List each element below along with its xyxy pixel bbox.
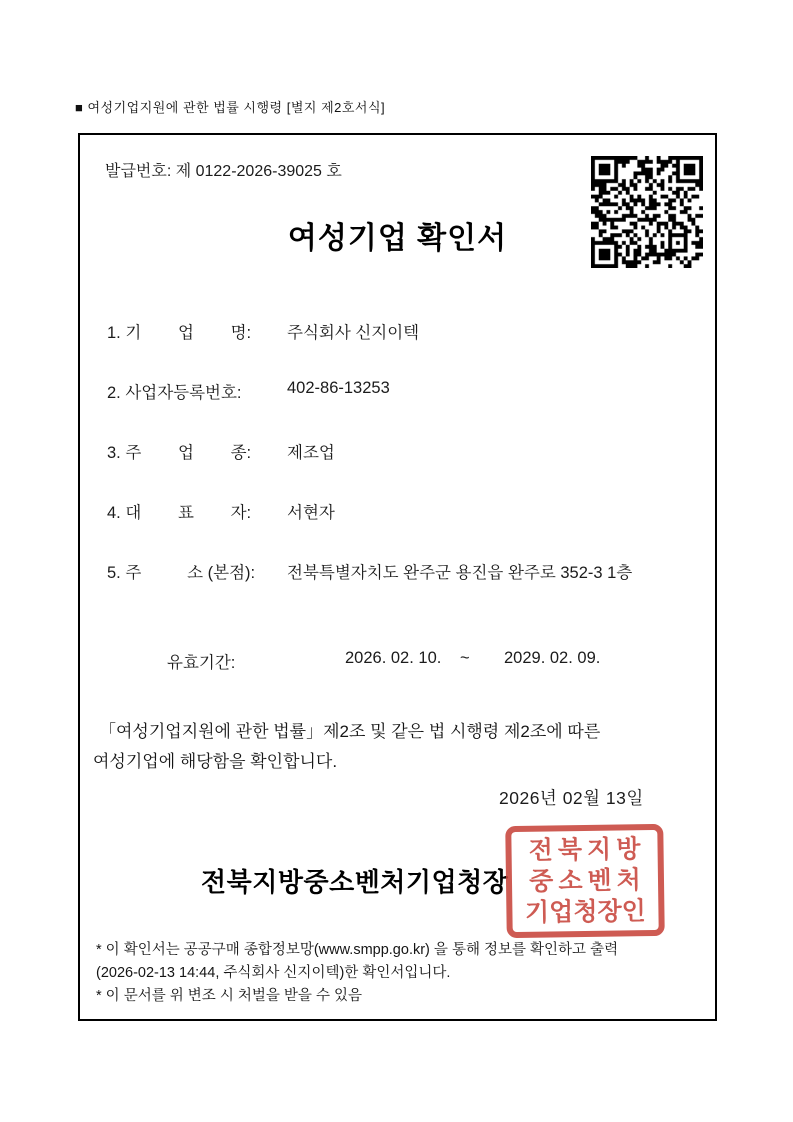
validity-start-date: 2026. 02. 10. [345,649,442,667]
certificate-box [78,133,717,1021]
statement-line: 「여성기업지원에 관한 법률」제2조 및 같은 법 시행령 제2조에 따른 [99,722,601,741]
field-business-registration-number [80,379,715,403]
validity-separator: ~ [460,649,470,667]
field-main-industry [80,439,715,463]
field-label: 3. 주 업 종: [107,444,252,462]
certificate-title: 여성기업 확인서 [287,222,508,255]
field-representative [80,499,715,523]
seal-text-line: 중소벤처 [528,865,646,896]
form-reference-label: ■ 여성기업지원에 관한 법률 시행령 [별지 제2호서식] [75,100,386,115]
field-label: 5. 주 소 (본점): [107,564,256,582]
validity-period [80,649,715,673]
footnote-line: (2026-02-13 14:44, 주식회사 신지이텍)한 확인서입니다. [96,965,451,981]
issuing-authority: 전북지방중소벤처기업청장 [201,867,509,897]
field-value: 전북특별자치도 완주군 용진읍 완주로 352-3 1층 [287,564,633,582]
seal-text-line: 전북지방 [528,834,646,865]
field-address [80,559,715,583]
field-label: 4. 대 표 자: [107,504,252,522]
field-company-name [80,319,715,343]
issue-number: 발급번호: 제 0122-2026-39025 호 [105,163,342,180]
footnote-line: * 이 확인서는 공공구매 종합정보망(www.smpp.go.kr) 을 통해 정보를 확인하고 출력 [96,942,619,958]
footnote-line: * 이 문서를 위 변조 시 처벌을 받을 수 있음 [96,988,363,1004]
official-seal-stamp [505,824,665,938]
field-value: 서현자 [287,504,335,522]
field-value: 제조업 [287,444,335,462]
certification-statement [93,717,703,777]
footnotes [96,939,701,1008]
validity-label: 유효기간: [167,654,236,672]
validity-end-date: 2029. 02. 09. [504,649,601,667]
field-label: 1. 기 업 명: [107,324,252,342]
field-label: 2. 사업자등록번호: [107,384,242,402]
field-value: 402-86-13253 [287,379,390,397]
statement-line: 여성기업에 해당함을 확인합니다. [93,752,338,771]
issue-date: 2026년 02월 13일 [499,788,644,808]
seal-text-line: 기업청장인 [524,896,646,927]
field-value: 주식회사 신지이텍 [287,324,420,342]
